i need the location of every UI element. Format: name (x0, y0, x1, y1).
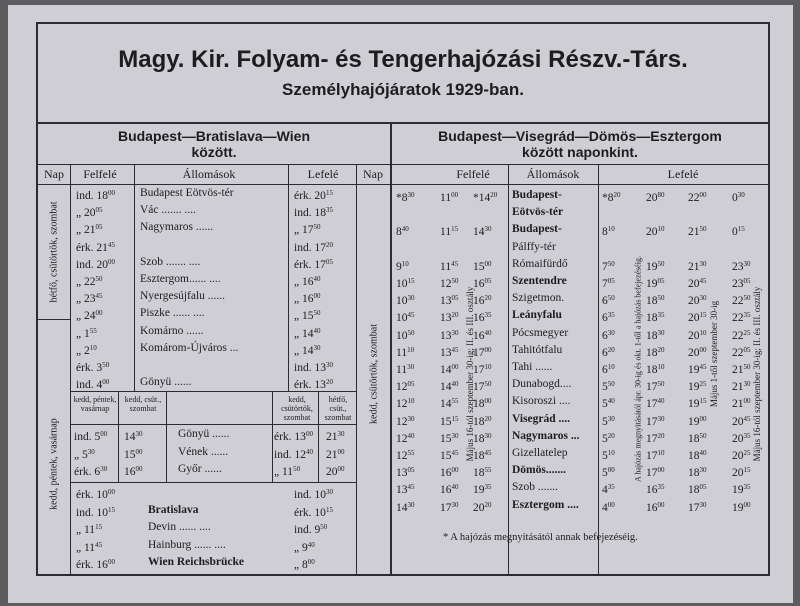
left-row-1-down: ind. $18^{35}$ (294, 206, 333, 220)
right-row-5-d1: $7^{05}$ (602, 277, 615, 290)
right-row-13-d4: $20^{45}$ (732, 414, 751, 428)
right-row-17-d1: $4^{35}$ (602, 483, 615, 497)
right-row-0-d2: $20^{80}$ (646, 191, 665, 204)
left-route-title: Budapest—Bratislava—Wien (117, 128, 311, 144)
right-row-17-d4: $19^{35}$ (732, 483, 751, 497)
left-low-2-up: „ $11^{15}$ (76, 523, 103, 536)
right-row-14-d2: $17^{20}$ (646, 431, 665, 445)
timetable-subtitle: Személyhajójáratok 1929-ban. (282, 80, 524, 99)
right-row-13-d1: $5^{30}$ (602, 414, 615, 428)
section-divider (390, 122, 392, 574)
right-row-9-d1: $6^{20}$ (602, 345, 615, 359)
left-mid-1-up1: „ $5^{30}$ (74, 447, 95, 461)
right-row-2-d4: $0^{15}$ (732, 225, 745, 239)
right-row-4-u2: $11^{45}$ (440, 259, 459, 273)
company-title: Magy. Kir. Folyam- és Tengerhajózási Részv.-Társ. (118, 46, 688, 73)
right-row-5-u1: $10^{15}$ (396, 277, 415, 290)
right-row-7-u2: $13^{20}$ (440, 311, 459, 325)
left-row-9-station: Komárom-Újváros ... (140, 341, 239, 354)
right-row-15-u2: $15^{45}$ (440, 449, 459, 462)
left-days-top: hétfő, csütörtök, szombat (48, 201, 60, 303)
right-row-14-u1: $12^{40}$ (396, 431, 415, 445)
left-low-4-up: érk. $16^{00}$ (76, 558, 115, 571)
right-row-13-u1: $12^{30}$ (396, 414, 415, 428)
timetable-frame (36, 22, 770, 576)
right-route-subtitle: között naponkint. (522, 144, 638, 160)
right-row-11-d1: $5^{50}$ (602, 380, 615, 394)
left-low-4-station: Wien Reichsbrücke (148, 556, 244, 568)
right-row-10-u2: $14^{00}$ (440, 363, 459, 376)
right-row-7-d4: $22^{35}$ (732, 311, 751, 325)
left-row-7-down: „ $15^{50}$ (294, 309, 321, 323)
right-row-8-u2: $13^{30}$ (440, 328, 459, 342)
right-row-4-d4: $23^{30}$ (732, 259, 751, 273)
right-row-5-d2: $19^{05}$ (646, 277, 665, 290)
right-row-9-u2: $13^{45}$ (440, 345, 459, 359)
right-row-6-u2: $13^{05}$ (440, 294, 459, 308)
right-row-11-u2: $14^{40}$ (440, 380, 459, 394)
right-note-2: A hajózás megnyitásától ápr. 30-ig és okt. 1-től a hajózás befejezéséig. (633, 256, 643, 482)
right-row-2-d2: $20^{10}$ (646, 225, 665, 239)
right-row-8-station: Pócsmegyer (512, 326, 569, 339)
right-col-down: Lefelé (667, 167, 699, 181)
right-row-11-station: Dunabogd.... (512, 378, 572, 391)
right-row-5-d3: $20^{45}$ (688, 277, 707, 290)
right-row-15-d1: $5^{10}$ (602, 449, 615, 462)
left-days-bottom: kedd, péntek, vasárnap (48, 418, 60, 510)
right-row-16-d3: $18^{30}$ (688, 466, 707, 480)
right-row-12-u1: $12^{10}$ (396, 397, 415, 411)
right-col-nap-dup: Nap (363, 167, 383, 181)
right-row-10-d2: $18^{10}$ (646, 363, 665, 376)
right-row-18-d1: $4^{00}$ (602, 500, 615, 514)
left-mid-1-down2: $21^{00}$ (326, 447, 345, 461)
left-row-11-up: ind. $4^{00}$ (76, 378, 110, 392)
right-row-10-d4: $21^{50}$ (732, 363, 751, 376)
right-row-8-d4: $22^{25}$ (732, 328, 751, 342)
right-row-5-u2: $12^{50}$ (440, 277, 459, 290)
right-row-16-station: Dömös....... (512, 464, 566, 477)
right-row-16-d4: $20^{15}$ (732, 466, 751, 480)
left-row-2-down: „ $17^{50}$ (294, 223, 321, 237)
right-row-13-d3: $19^{00}$ (688, 414, 707, 428)
right-row-17-station: Szob ....... (512, 481, 558, 494)
right-row-18-u1: $14^{30}$ (396, 500, 415, 514)
right-row-9-d3: $20^{00}$ (688, 345, 707, 359)
right-row-0-station: Budapest- (512, 189, 562, 201)
right-row-2-d1: $8^{10}$ (602, 225, 615, 239)
right-row-15-d4: $20^{25}$ (732, 449, 751, 462)
left-low-3-station: Hainburg ...... .... (148, 538, 226, 551)
right-row-2-d3: $21^{50}$ (688, 225, 707, 239)
right-row-18-d3: $17^{30}$ (688, 500, 707, 514)
left-row-1-station: Vác ....... .... (140, 204, 196, 217)
right-row-4-u1: $9^{10}$ (396, 259, 409, 273)
right-row-10-d1: $6^{10}$ (602, 363, 615, 376)
left-mid-2-station: Győr ...... (178, 463, 222, 475)
right-row-8-d2: $18^{30}$ (646, 328, 665, 342)
right-row-16-d2: $17^{00}$ (646, 466, 665, 480)
right-row-12-station: Kisoroszi .... (512, 395, 571, 408)
right-row-17-u3: $19^{35}$ (473, 483, 492, 497)
left-row-8-up: „ $1^{55}$ (76, 326, 97, 340)
left-low-1-station: Bratislava (148, 503, 199, 516)
left-low-2-down: ind. $9^{50}$ (294, 523, 328, 536)
right-row-6-d1: $6^{50}$ (602, 294, 615, 308)
right-row-14-station: Nagymaros ... (512, 429, 580, 442)
left-mid-0-down1: érk. $13^{00}$ (274, 430, 313, 443)
right-row-11-d2: $17^{50}$ (646, 380, 665, 394)
right-note-3: Május 1-től szeptember 30-ig (709, 300, 719, 408)
left-mid-2-down1: „ $11^{50}$ (274, 465, 301, 478)
right-row-4-station: Rómaifürdő (512, 257, 568, 270)
right-row-14-d4: $20^{35}$ (732, 431, 751, 445)
right-row-10-d3: $19^{45}$ (688, 363, 707, 376)
right-row-12-u2: $14^{55}$ (440, 397, 459, 411)
left-row-5-down: „ $16^{40}$ (294, 275, 321, 288)
left-row-11-station: Gönyü ...... (140, 376, 192, 389)
left-row-7-station: Piszke ...... .... (140, 307, 205, 320)
left-row-1-up: „ $20^{05}$ (76, 206, 103, 220)
left-row-6-up: „ $23^{45}$ (76, 292, 103, 306)
right-row-5-d4: $23^{05}$ (732, 277, 751, 290)
right-row-17-u2: $16^{40}$ (440, 483, 459, 497)
left-col-down: Lefelé (307, 167, 339, 181)
right-row-14-u3: $18^{30}$ (473, 431, 492, 445)
left-row-6-station: Nyergesújfalu ...... (140, 290, 226, 303)
right-row-2-u2: $11^{15}$ (440, 225, 459, 239)
right-row-7-d2: $18^{35}$ (646, 311, 665, 325)
left-row-9-up: „ $2^{10}$ (76, 343, 97, 357)
right-row-10-station: Tahi ...... (512, 361, 553, 373)
right-row-15-d3: $18^{40}$ (688, 449, 707, 462)
right-row-13-u3: $18^{20}$ (473, 414, 492, 428)
left-row-6-down: „ $16^{00}$ (294, 292, 321, 306)
left-row-9-down: „ $14^{30}$ (294, 343, 321, 357)
left-mid-0-up2: $14^{30}$ (124, 430, 143, 443)
right-row-15-u3: $18^{45}$ (473, 449, 492, 462)
left-low-3-up: „ $11^{45}$ (76, 540, 103, 554)
right-row-9-d4: $22^{05}$ (732, 345, 751, 359)
right-row-9-station: Tahitótfalu (512, 343, 563, 356)
right-row-10-u1: $11^{30}$ (396, 363, 415, 376)
right-row-16-u2: $16^{00}$ (440, 466, 459, 480)
right-row-4-d3: $21^{30}$ (688, 259, 707, 273)
right-note-1: Május 16-tól szeptember 30-ig; II. és III. osztály (465, 286, 475, 462)
right-row-6-d4: $22^{50}$ (732, 294, 751, 308)
left-low-0-down: ind. $10^{30}$ (294, 488, 333, 501)
left-row-2-station: Nagymaros ...... (140, 221, 214, 234)
right-row-7-d3: $20^{15}$ (688, 311, 707, 325)
right-row-11-d4: $21^{30}$ (732, 380, 751, 394)
right-row-14-d1: $5^{20}$ (602, 431, 615, 445)
right-note-4: Május 16-tól szeptember 30-ig; II. és III. osztály (752, 286, 762, 462)
right-row-7-u1: $10^{45}$ (396, 311, 415, 325)
right-row-16-d1: $5^{00}$ (602, 466, 615, 480)
left-sub-b: kedd, csüt., szombat (124, 395, 162, 413)
left-low-2-station: Devin ...... .... (148, 521, 211, 533)
right-row-0-u1: $*8^{30}$ (396, 191, 415, 204)
right-row-6-d3: $20^{30}$ (688, 294, 707, 308)
left-row-8-station: Komárno ...... (140, 324, 204, 337)
right-row-13-station: Visegrád .... (512, 412, 571, 425)
left-route-subtitle: között. (191, 144, 237, 160)
right-row-12-u3: $18^{00}$ (473, 397, 492, 411)
left-mid-2-up2: $16^{00}$ (124, 465, 143, 478)
left-col-stations: Állomások (182, 167, 236, 181)
right-footnote: * A hajózás megnyitásától annak befejezéséig. (443, 532, 638, 543)
right-row-9-u3: $17^{00}$ (473, 345, 492, 359)
left-row-0-up: ind. $18^{00}$ (76, 189, 115, 202)
right-row-0-d3: $22^{00}$ (688, 191, 707, 204)
right-row-5-station: Szentendre (512, 275, 567, 287)
right-row-12-d4: $21^{00}$ (732, 397, 751, 411)
right-row-18-station: Esztergom .... (512, 498, 579, 511)
left-mid-2-down2: $20^{00}$ (326, 465, 345, 478)
right-row-18-u2: $17^{30}$ (440, 500, 459, 514)
right-row-4-d2: $19^{50}$ (646, 259, 665, 273)
left-row-4-station: Szob ....... .... (140, 255, 201, 268)
right-row-12-d2: $17^{40}$ (646, 397, 665, 411)
left-row-0-down: érk. $20^{15}$ (294, 189, 333, 202)
right-row-0-u2: $11^{00}$ (440, 191, 459, 204)
right-row-1-station: Eötvös-tér (512, 206, 564, 219)
right-row-4-d1: $7^{50}$ (602, 259, 615, 273)
left-row-2-up: „ $21^{05}$ (76, 223, 103, 237)
left-row-7-up: „ $24^{00}$ (76, 309, 103, 323)
right-row-15-u1: $12^{55}$ (396, 449, 415, 462)
right-row-11-d3: $19^{25}$ (688, 380, 707, 394)
left-row-5-station: Esztergom...... .... (140, 273, 221, 285)
right-row-17-d3: $18^{05}$ (688, 483, 707, 497)
right-row-6-u1: $10^{30}$ (396, 294, 415, 308)
right-row-13-d2: $17^{30}$ (646, 414, 665, 428)
right-row-11-u3: $17^{50}$ (473, 380, 492, 394)
left-row-11-down: érk. $13^{20}$ (294, 378, 333, 392)
right-row-4-u3: $15^{00}$ (473, 259, 492, 273)
right-row-0-d4: $0^{30}$ (732, 191, 745, 204)
right-row-5-u3: $16^{05}$ (473, 277, 492, 290)
right-row-17-u1: $13^{45}$ (396, 483, 415, 497)
right-row-7-station: Leányfalu (512, 309, 562, 322)
right-row-8-d1: $6^{30}$ (602, 328, 615, 342)
left-row-3-up: érk. $21^{45}$ (76, 240, 115, 254)
right-row-10-u3: $17^{10}$ (473, 363, 492, 376)
left-row-4-up: ind. $20^{00}$ (76, 257, 115, 271)
left-low-4-down: „ $8^{00}$ (294, 558, 315, 571)
right-row-6-u3: $16^{20}$ (473, 294, 492, 308)
right-days: kedd, csütörtök, szombat (368, 324, 380, 424)
left-sub-d: hétfő, csüt., szombat (324, 395, 352, 422)
right-row-17-d2: $16^{35}$ (646, 483, 665, 497)
right-row-11-u1: $12^{05}$ (396, 380, 415, 394)
right-row-6-d2: $18^{50}$ (646, 294, 665, 308)
right-row-2-u3: $14^{30}$ (473, 225, 492, 239)
timetable-header (38, 24, 768, 124)
right-row-3-station: Pálffy-tér (512, 240, 556, 253)
right-row-2-station: Budapest- (512, 223, 562, 236)
right-row-13-u2: $15^{15}$ (440, 414, 459, 428)
right-row-18-d4: $19^{00}$ (732, 500, 751, 514)
right-row-12-d1: $5^{40}$ (602, 397, 615, 411)
right-row-6-station: Szigetmon. (512, 292, 565, 305)
right-row-7-u3: $16^{35}$ (473, 311, 492, 325)
left-row-8-down: „ $14^{40}$ (294, 326, 321, 340)
right-col-up: Felfelé (456, 167, 490, 181)
right-row-9-d2: $18^{20}$ (646, 345, 665, 359)
right-row-8-d3: $20^{10}$ (688, 328, 707, 342)
left-row-0-station: Budapest Eötvös-tér (140, 187, 234, 199)
left-mid-0-up1: ind. $5^{00}$ (74, 430, 108, 443)
left-sub-a: kedd, péntek, vasárnap (73, 395, 117, 413)
right-row-16-u1: $13^{05}$ (396, 466, 415, 480)
right-row-8-u3: $16^{40}$ (473, 328, 492, 342)
right-row-9-u1: $11^{10}$ (396, 345, 415, 359)
right-row-0-d1: $*8^{20}$ (602, 191, 621, 204)
right-route-title: Budapest—Visegrád—Dömös—Esztergom (438, 128, 722, 144)
left-mid-0-down2: $21^{30}$ (326, 430, 345, 443)
left-low-3-down: „ $9^{40}$ (294, 540, 315, 554)
left-col-nap: Nap (44, 167, 64, 181)
left-sub-c: kedd, csütörtök, szombat (281, 395, 313, 422)
right-row-7-d1: $6^{35}$ (602, 311, 615, 325)
right-row-8-u1: $10^{50}$ (396, 328, 415, 342)
left-mid-0-station: Gönyü ...... (178, 428, 230, 440)
left-mid-1-station: Vének ...... (178, 445, 229, 458)
right-row-15-station: Gizellatelep (512, 447, 568, 459)
right-row-0-u3: $*14^{20}$ (473, 191, 498, 204)
left-mid-1-up2: $15^{00}$ (124, 447, 143, 461)
right-row-14-d3: $18^{50}$ (688, 431, 707, 445)
left-mid-1-down1: ind. $12^{40}$ (274, 447, 313, 461)
left-row-10-down: ind. $13^{30}$ (294, 361, 333, 374)
left-row-5-up: „ $22^{50}$ (76, 275, 103, 288)
right-row-15-d2: $17^{10}$ (646, 449, 665, 462)
left-row-4-down: érk. $17^{05}$ (294, 257, 333, 271)
left-low-1-up: ind. $10^{15}$ (76, 505, 115, 519)
right-row-12-d3: $19^{15}$ (688, 397, 707, 411)
left-col-up: Felfelé (83, 167, 117, 181)
right-col-stations: Állomások (526, 167, 580, 181)
right-row-2-u1: $8^{40}$ (396, 225, 409, 239)
left-low-0-up: érk. $10^{00}$ (76, 488, 115, 501)
left-row-10-up: érk. $3^{50}$ (76, 361, 110, 374)
left-mid-2-up1: érk. $6^{30}$ (74, 465, 108, 478)
right-row-18-d2: $16^{00}$ (646, 500, 665, 514)
left-row-3-down: ind. $17^{20}$ (294, 240, 333, 254)
left-low-1-down: érk. $10^{15}$ (294, 505, 333, 519)
right-row-18-u3: $20^{20}$ (473, 500, 492, 514)
right-row-14-u2: $15^{30}$ (440, 431, 459, 445)
right-row-16-u3: $18^{55}$ (473, 466, 492, 480)
